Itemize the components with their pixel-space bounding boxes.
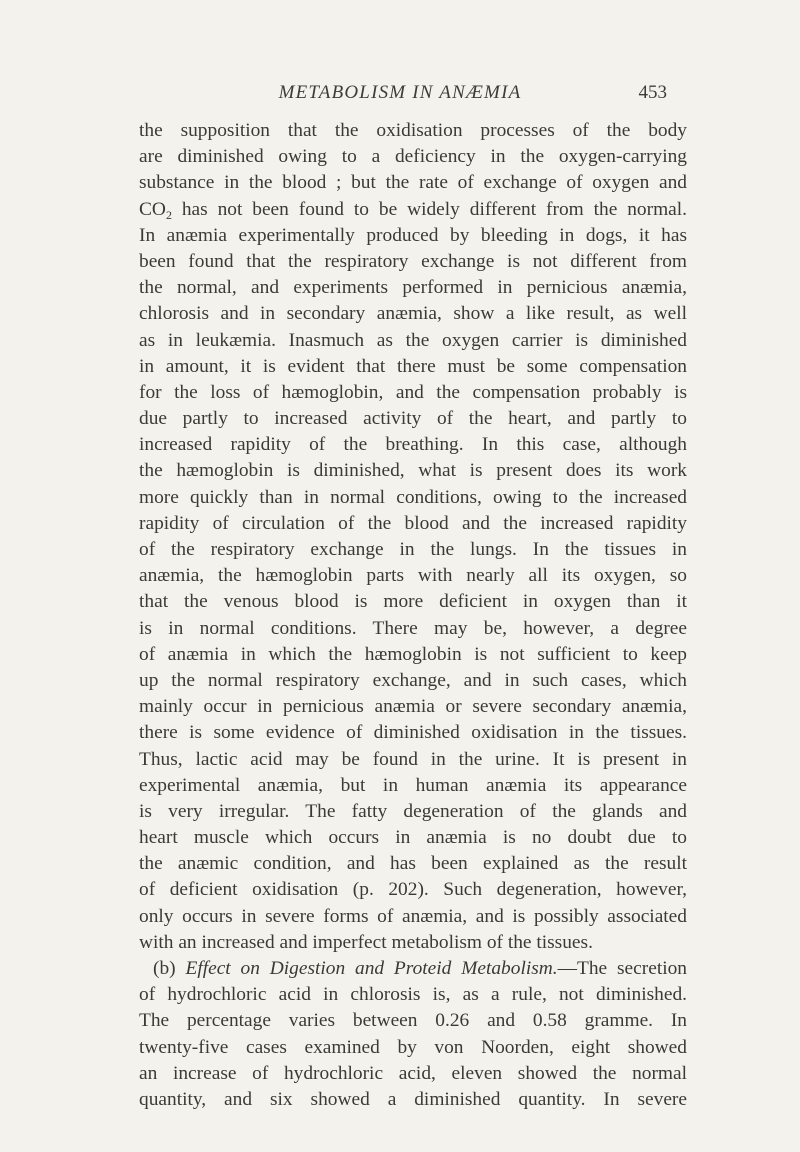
text-line: quantity, and six showed a diminished quantity. In severe (139, 1088, 687, 1110)
text-line: as in leukæmia. Inasmuch as the oxygen carrier is diminished (139, 329, 687, 351)
text-line: In anæmia experimentally produced by bleeding in dogs, it has (139, 224, 687, 246)
text-line: substance in the blood ; but the rate of exchange of oxygen and (139, 172, 687, 194)
text-line: the hæmoglobin is diminished, what is present does its work (139, 460, 687, 482)
text-line-co2: $CO_2$ has not been found to be widely different from the normal. (139, 198, 687, 222)
text-line: the anæmic condition, and has been explained as the result (139, 853, 687, 875)
text-line: for the loss of hæmoglobin, and the compensation probably is (139, 381, 687, 403)
text-line: increased rapidity of the breathing. In this case, although (139, 434, 687, 456)
text-line: an increase of hydrochloric acid, eleven showed the normal (139, 1062, 687, 1084)
text-line: twenty-five cases examined by von Noorden, eight showed (139, 1036, 687, 1058)
text-line: in amount, it is evident that there must be some compensation (139, 355, 687, 377)
text-line: is very irregular. The fatty degeneration of the glands and (139, 800, 687, 822)
text-line: The percentage varies between 0.26 and 0.58 gramme. In (139, 1010, 687, 1032)
text-line: of the respiratory exchange in the lungs. In the tissues in (139, 539, 687, 560)
text-line: is in normal conditions. There may be, however, a degree (139, 617, 687, 639)
text-line: of anæmia in which the hæmoglobin is not sufficient to keep (139, 643, 687, 665)
text-line: of deficient oxidisation (p. 202). Such degeneration, however, (139, 879, 687, 901)
body-text (139, 118, 687, 1113)
section-heading: Effect on Digestion and Proteid Metabolism. (185, 958, 558, 979)
text-line: the supposition that the oxidisation processes of the body (139, 120, 687, 141)
text-line: anæmia, the hæmoglobin parts with nearly all its oxygen, so (139, 565, 687, 587)
page-number: 453 (638, 82, 667, 103)
text-line: heart muscle which occurs in anæmia is no doubt due to (139, 827, 687, 849)
running-header: METABOLISM IN ANÆMIA (278, 82, 522, 103)
text-line: Thus, lactic acid may be found in the urine. It is present in (139, 748, 687, 770)
section-lead: —The secretion (557, 958, 687, 979)
text-line: been found that the respiratory exchange is not different from (139, 250, 687, 272)
text-line: more quickly than in normal conditions, owing to the increased (139, 486, 687, 508)
text-line: of hydrochloric acid in chlorosis is, as a rule, not diminished. (139, 984, 687, 1006)
text-line: due partly to increased activity of the heart, and partly to (139, 408, 687, 430)
text-line: mainly occur in pernicious anæmia or severe secondary anæmia, (139, 696, 687, 718)
subscript-two: 2 (165, 207, 172, 222)
text-line: the normal, and experiments performed in pernicious anæmia, (139, 277, 687, 299)
text-line: with an increased and imperfect metabolism of the tissues. (139, 931, 593, 953)
section-label: (b) (153, 958, 176, 979)
text-line: that the venous blood is more deficient in oxygen than it (139, 591, 687, 613)
section-b-heading-line (139, 956, 687, 982)
text-line: experimental anæmia, but in human anæmia its appearance (139, 774, 687, 796)
text-line: are diminished owing to a deficiency in the oxygen-carrying (139, 146, 687, 168)
text-line: there is some evidence of diminished oxidisation in the tissues. (139, 722, 687, 744)
text-line: chlorosis and in secondary anæmia, show a like result, as well (139, 303, 687, 325)
text-line: up the normal respiratory exchange, and in such cases, which (139, 669, 687, 691)
text-line: rapidity of circulation of the blood and the increased rapidity (139, 512, 687, 534)
text-line: only occurs in severe forms of anæmia, and is possibly associated (139, 905, 687, 927)
